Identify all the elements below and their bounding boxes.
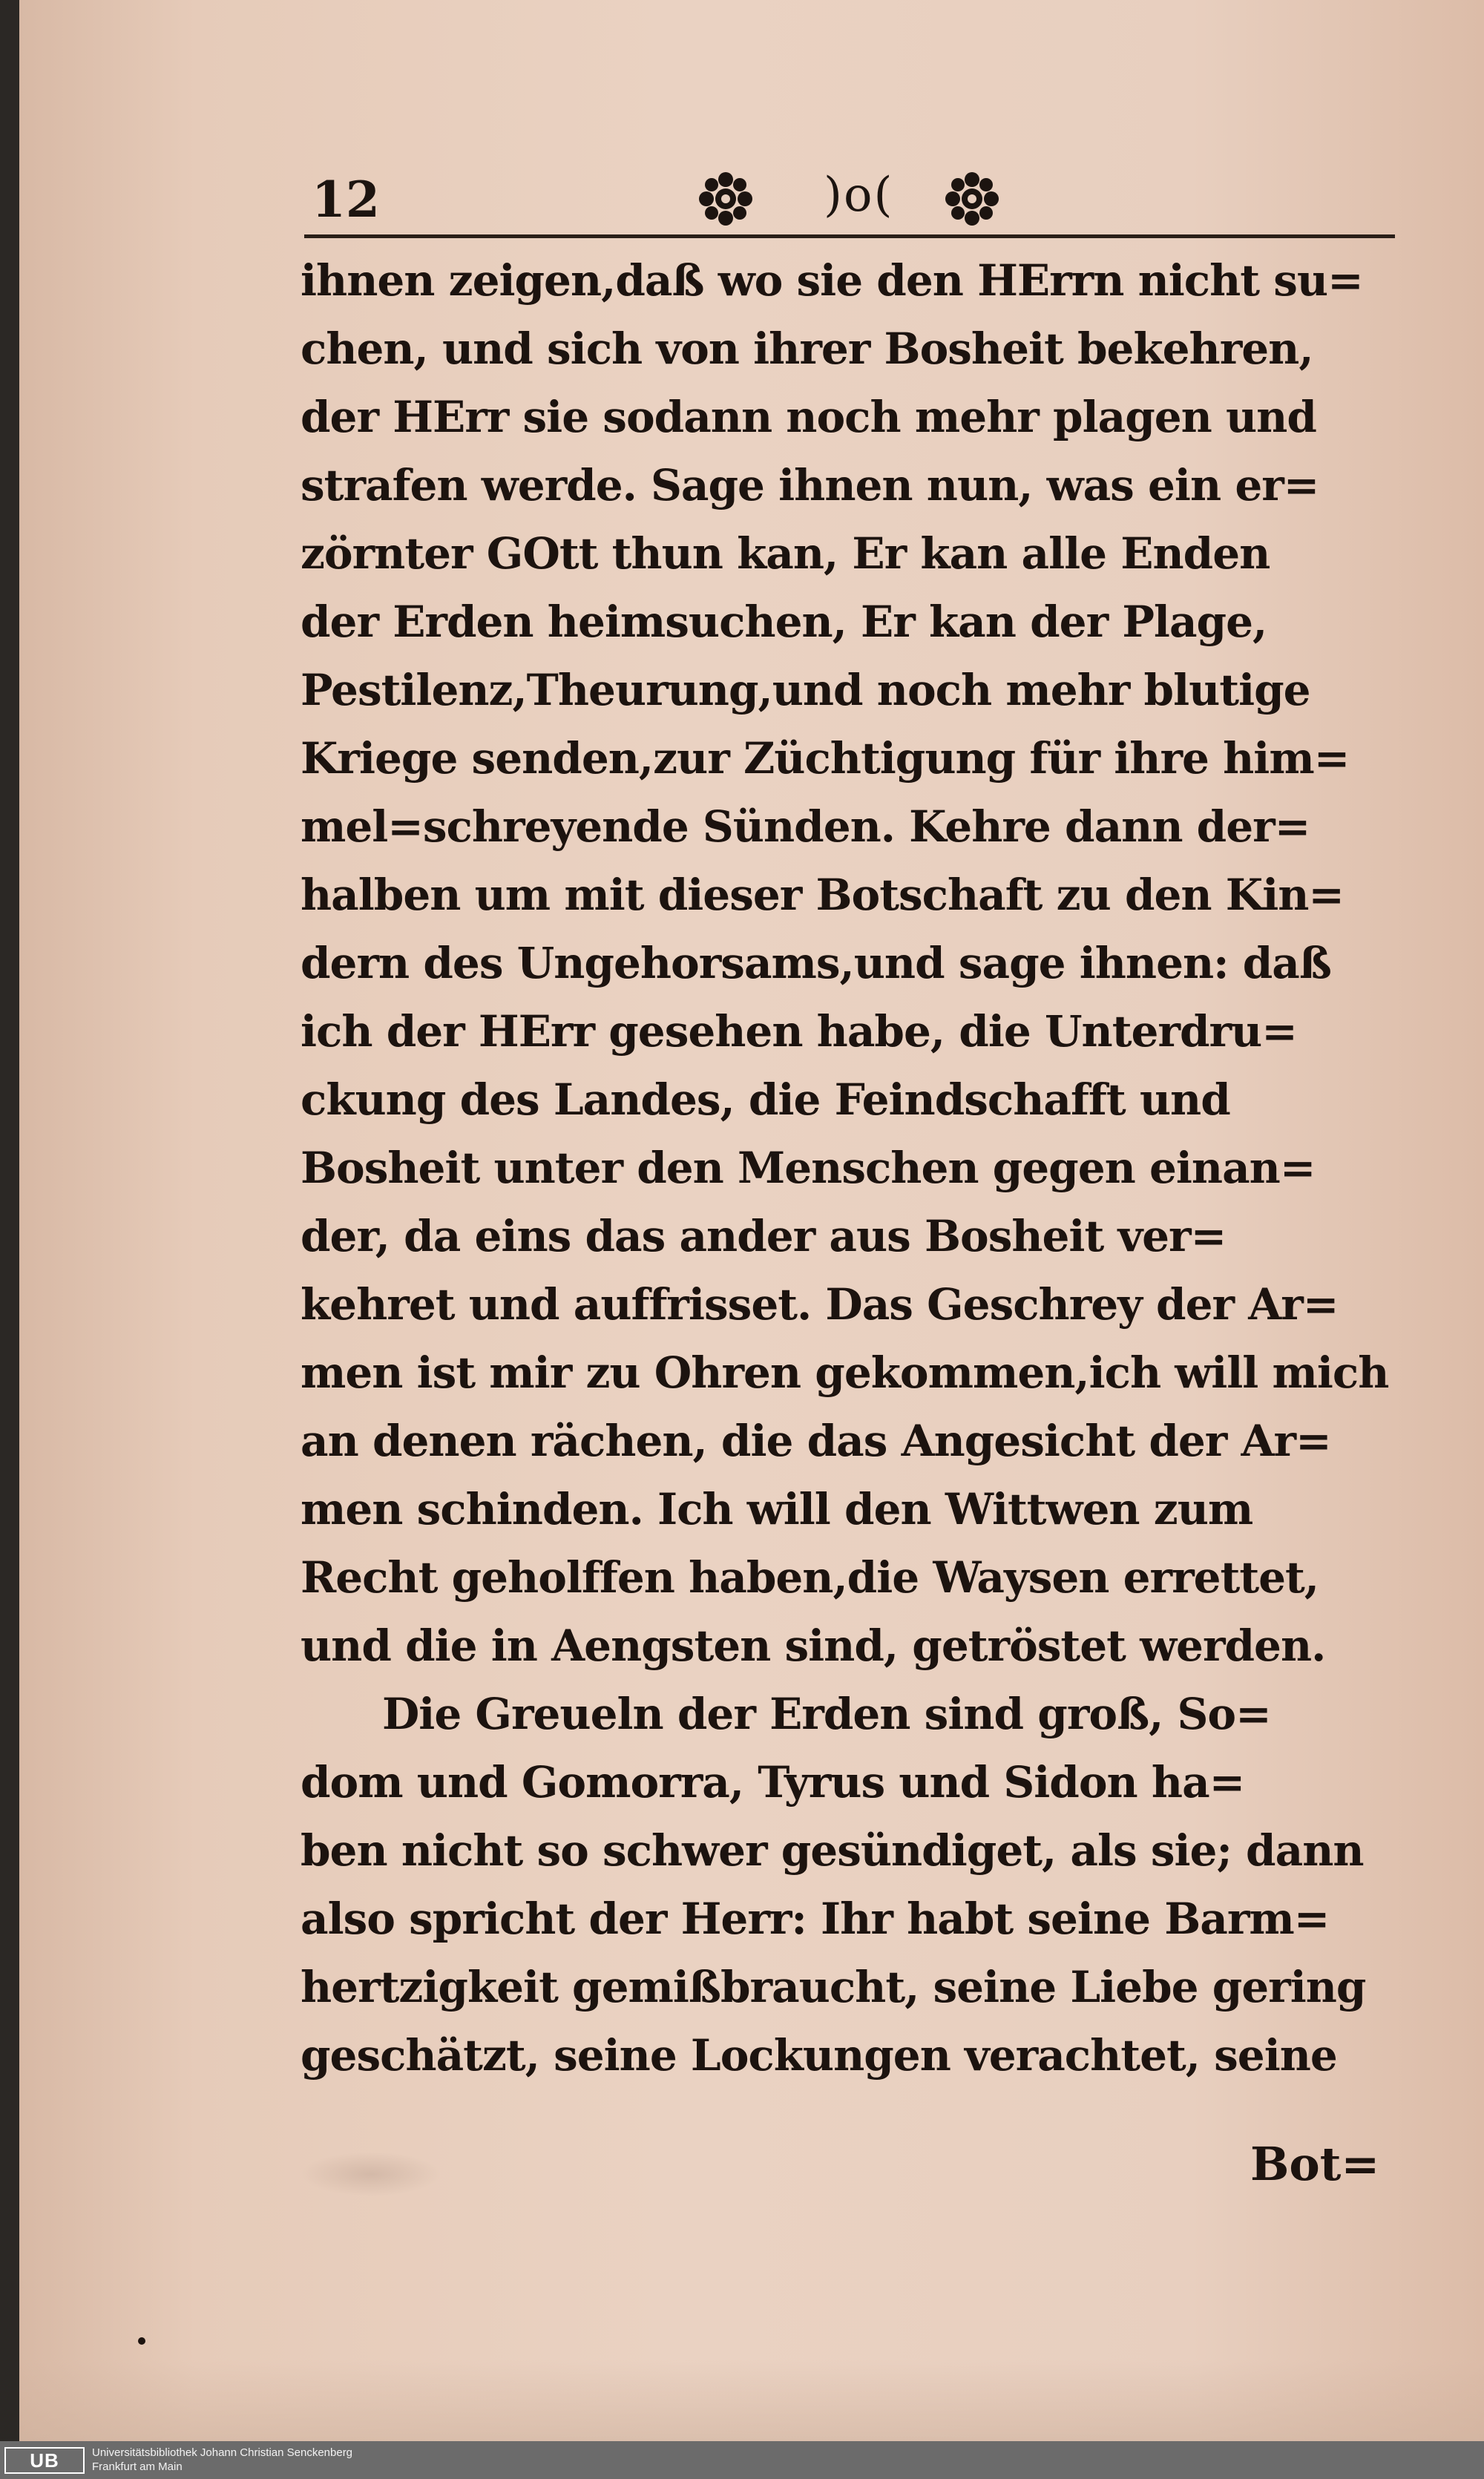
- footer-institution: Universitätsbibliothek Johann Christian Senckenberg: [92, 2446, 353, 2459]
- text-line: ckung des Landes, die Feindschafft und: [301, 1074, 1230, 1125]
- text-line: und die in Aengsten sind, getröstet werden.: [301, 1621, 1326, 1671]
- text-line: an denen rächen, die das Angesicht der Ar=: [301, 1416, 1331, 1466]
- text-line: dern des Ungehorsams,und sage ihnen: daß: [301, 938, 1331, 988]
- text-line: halben um mit dieser Botschaft zu den Kin=: [301, 870, 1344, 920]
- ink-spot: [138, 2337, 145, 2345]
- text-line: men ist mir zu Ohren gekommen,ich will mich: [301, 1347, 1389, 1398]
- text-line: ben nicht so schwer gesündiget, als sie; dann: [301, 1825, 1364, 1876]
- text-line: Bosheit unter den Menschen gegen einan=: [301, 1143, 1316, 1193]
- rosette-ornament-icon: [942, 169, 1002, 229]
- text-line: zörnter GOtt thun kan, Er kan alle Enden: [301, 528, 1270, 579]
- header-divider: )o(: [824, 168, 894, 223]
- text-line: strafen werde. Sage ihnen nun, was ein er=: [301, 460, 1319, 510]
- page-shadow: [19, 2360, 1484, 2441]
- paragraph-first-line: Die Greueln der Erden sind groß, So=: [382, 1689, 1271, 1739]
- text-line: also spricht der Herr: Ihr habt seine Barm=: [301, 1894, 1330, 1944]
- ub-logo: UB: [4, 2447, 85, 2474]
- page-header: [304, 162, 1395, 236]
- text-line: Pestilenz,Theurung,und noch mehr blutige: [301, 665, 1310, 715]
- text-line: dom und Gomorra, Tyrus und Sidon ha=: [301, 1757, 1245, 1807]
- footer-location: Frankfurt am Main: [92, 2460, 183, 2473]
- catchword: Bot=: [1250, 2137, 1380, 2191]
- text-line: der Erden heimsuchen, Er kan der Plage,: [301, 597, 1267, 647]
- text-line: kehret und auffrisset. Das Geschrey der Ar=: [301, 1279, 1339, 1330]
- page-number: 12: [312, 171, 380, 229]
- footer-credit: [92, 2446, 352, 2474]
- header-rule: [304, 234, 1395, 238]
- text-line: geschätzt, seine Lockungen verachtet, seine: [301, 2030, 1337, 2081]
- library-footer-bar: [0, 2441, 1484, 2479]
- text-line: chen, und sich von ihrer Bosheit bekehren,: [301, 324, 1313, 374]
- text-line: der HErr sie sodann noch mehr plagen und: [301, 392, 1316, 442]
- text-line: men schinden. Ich will den Wittwen zum: [301, 1484, 1253, 1534]
- text-line: Recht geholffen haben,die Waysen errettet,: [301, 1552, 1319, 1603]
- rosette-ornament-icon: [696, 169, 755, 229]
- text-line: der, da eins das ander aus Bosheit ver=: [301, 1211, 1227, 1261]
- text-line: Kriege senden,zur Züchtigung für ihre him=: [301, 733, 1350, 784]
- text-line: ich der HErr gesehen habe, die Unterdru=: [301, 1006, 1297, 1057]
- body-text: [301, 246, 1395, 2089]
- ink-smudge: [301, 2152, 441, 2196]
- book-spine-edge: [0, 0, 19, 2441]
- text-line: mel=schreyende Sünden. Kehre dann der=: [301, 801, 1310, 852]
- text-line: hertzigkeit gemißbraucht, seine Liebe gering: [301, 1962, 1366, 2012]
- text-line: ihnen zeigen,daß wo sie den HErrn nicht su=: [301, 255, 1363, 306]
